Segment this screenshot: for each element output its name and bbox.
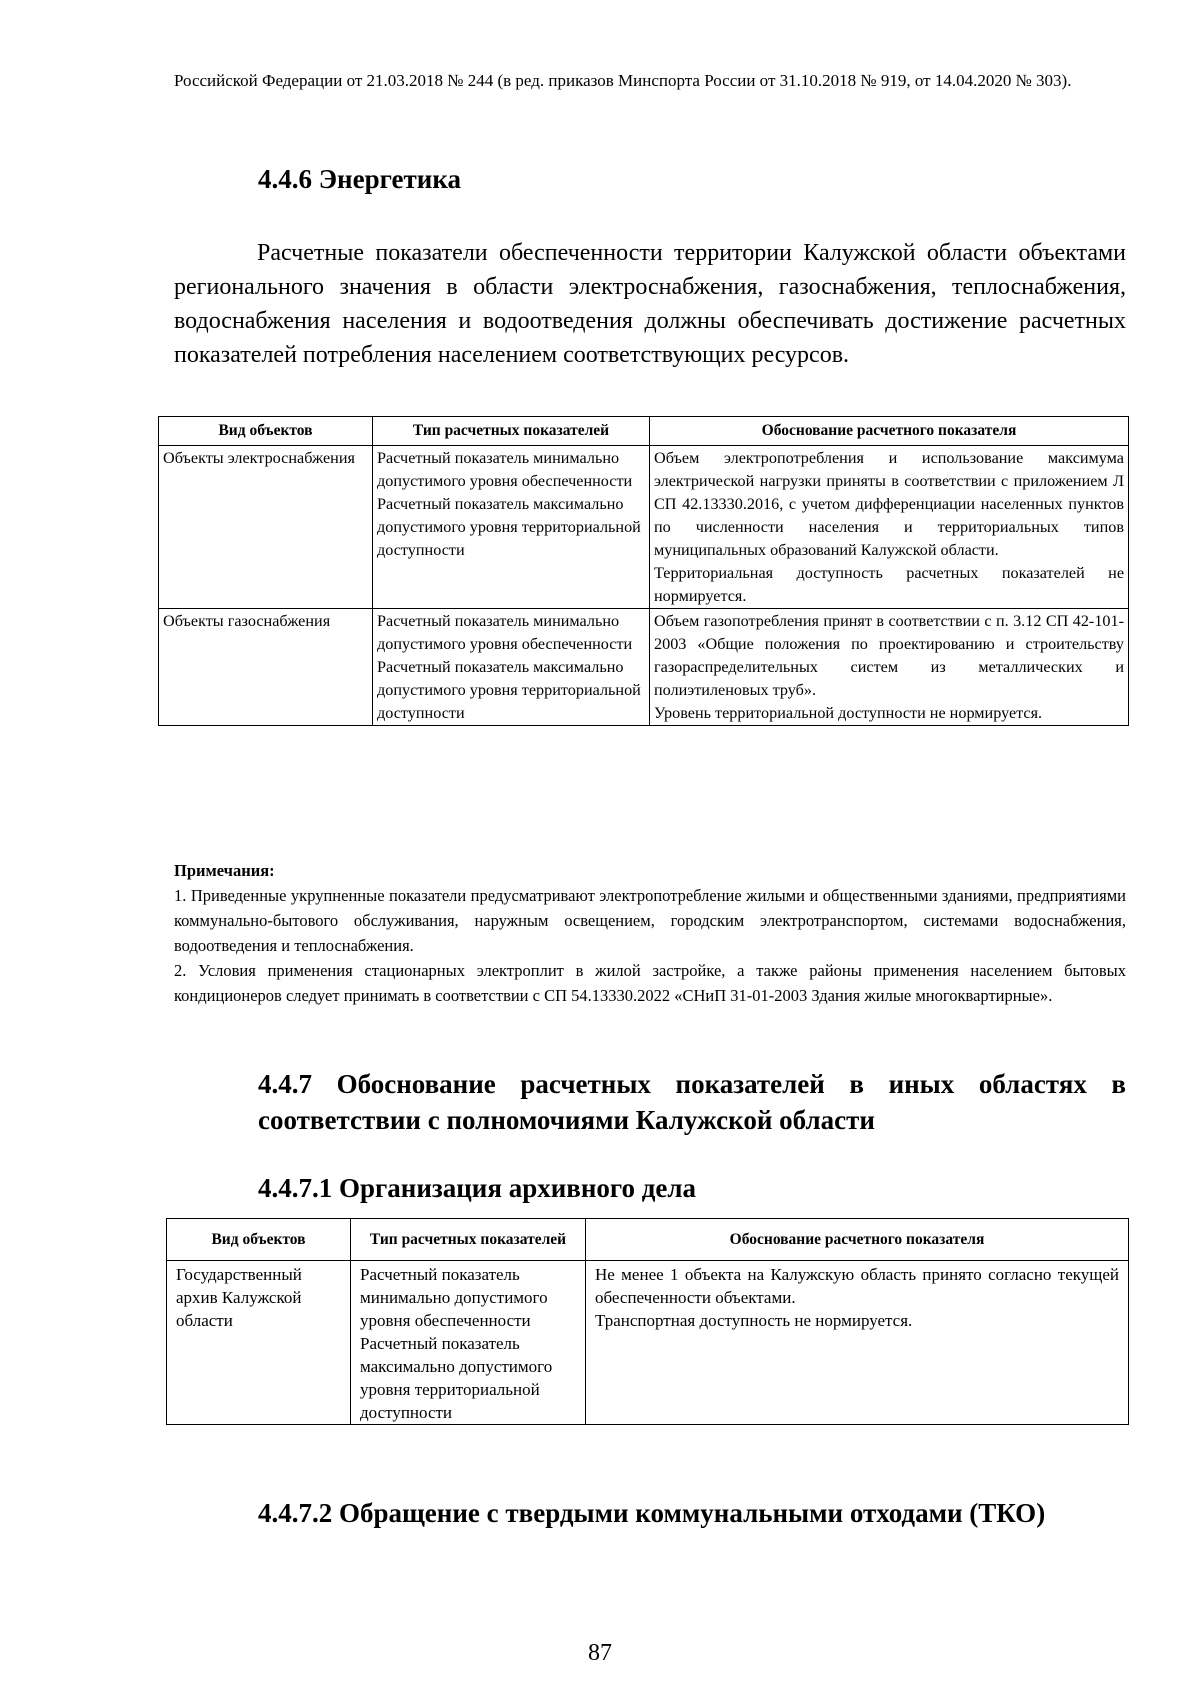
cell-object-type: Объекты электроснабжения [159,446,373,609]
notes-title: Примечания: [174,861,275,880]
column-header-indicator-type: Тип расчетных показателей [351,1219,586,1261]
cell-justification [586,1261,1129,1425]
table-header-row [167,1219,1129,1261]
cell-object-type: Государственный архив Калужской области [167,1261,351,1425]
note-item: 1. Приведенные укрупненные показатели предусматривают электропотребление жилыми и общественными зданиями, предприятиями коммунально-бытового обслуживания, наружным освещением, городским электротранспортом, системами водоснабжения, водоотведения и теплоснабжения. [174,886,1126,955]
page-number: 87 [588,1640,612,1666]
justification-text: Объем электропотребления и использование максимума электрической нагрузки приняты в соответствии с приложением Л СП 42.13330.2016, с учетом дифференциации населенных пунктов по численности населения и территориальных типов муниципальных образований Калужской области. [654,449,1124,559]
section-heading-4-4-7-2: 4.4.7.2 Обращение с твердыми коммунальными отходами (ТКО) [258,1498,1046,1528]
indicator-text: Расчетный показатель минимально допустимого уровня обеспеченности [377,449,633,490]
column-header-object-type: Вид объектов [167,1219,351,1261]
note-item: 2. Условия применения стационарных электроплит в жилой застройке, а также районы применения населением бытовых кондиционеров следует принимать в соответствии с СП 54.13330.2022 «СНиП 31-01-2003 Здания жилые многоквартирные». [174,961,1126,1005]
cell-justification [650,609,1129,726]
justification-text: Уровень территориальной доступности не нормируется. [654,704,1043,722]
table-row [159,609,1129,726]
indicator-text: Расчетный показатель минимально допустимого уровня обеспеченности [377,612,633,653]
header-reference-text: Российской Федерации от 21.03.2018 № 244 (в ред. приказов Минспорта России от 31.10.2018 № 919, от 14.04.2020 № 303). [174,71,1072,90]
justification-text: Транспортная доступность не нормируется. [595,1311,913,1330]
cell-indicators [351,1261,586,1425]
table-row [159,446,1129,609]
indicator-text: Расчетный показатель максимально допустимого уровня территориальной доступности [377,495,641,559]
archive-indicators-table [166,1218,1129,1425]
cell-justification [650,446,1129,609]
cell-indicators [373,446,650,609]
column-header-justification: Обоснование расчетного показателя [586,1219,1129,1261]
notes-block [174,858,1126,1008]
energy-indicators-table [158,416,1129,726]
indicator-text: Расчетный показатель максимально допустимого уровня территориальной доступности [360,1334,553,1422]
column-header-object-type: Вид объектов [159,417,373,446]
indicator-text: Расчетный показатель минимально допустимого уровня обеспеченности [360,1265,548,1330]
table-header-row [159,417,1129,446]
justification-text: Территориальная доступность расчетных показателей не нормируется. [654,564,1124,605]
column-header-justification: Обоснование расчетного показателя [650,417,1129,446]
indicator-text: Расчетный показатель максимально допустимого уровня территориальной доступности [377,658,641,722]
cell-object-type: Объекты газоснабжения [159,609,373,726]
justification-text: Объем газопотребления принят в соответствии с п. 3.12 СП 42-101-2003 «Общие положения по проектированию и строительству газораспределительных систем из металлических и полиэтиленовых труб». [654,612,1124,699]
column-header-indicator-type: Тип расчетных показателей [373,417,650,446]
cell-indicators [373,609,650,726]
section-heading-4-4-6: 4.4.6 Энергетика [258,164,461,194]
section-heading-4-4-7: 4.4.7 Обоснование расчетных показателей в иных областях в соответствии с полномочиями Калужской области [258,1069,1126,1135]
section-heading-4-4-7-1: 4.4.7.1 Организация архивного дела [258,1173,697,1203]
justification-text: Не менее 1 объекта на Калужскую область принято согласно текущей обеспеченности объектами. [595,1265,1119,1307]
table-row [167,1261,1129,1425]
intro-paragraph: Расчетные показатели обеспеченности территории Калужской области объектами регионального значения в области электроснабжения, газоснабжения, теплоснабжения, водоснабжения населения и водоотведения должны обеспечивать достижение расчетных показателей потребления населением соответствующих ресурсов. [174,240,1126,368]
